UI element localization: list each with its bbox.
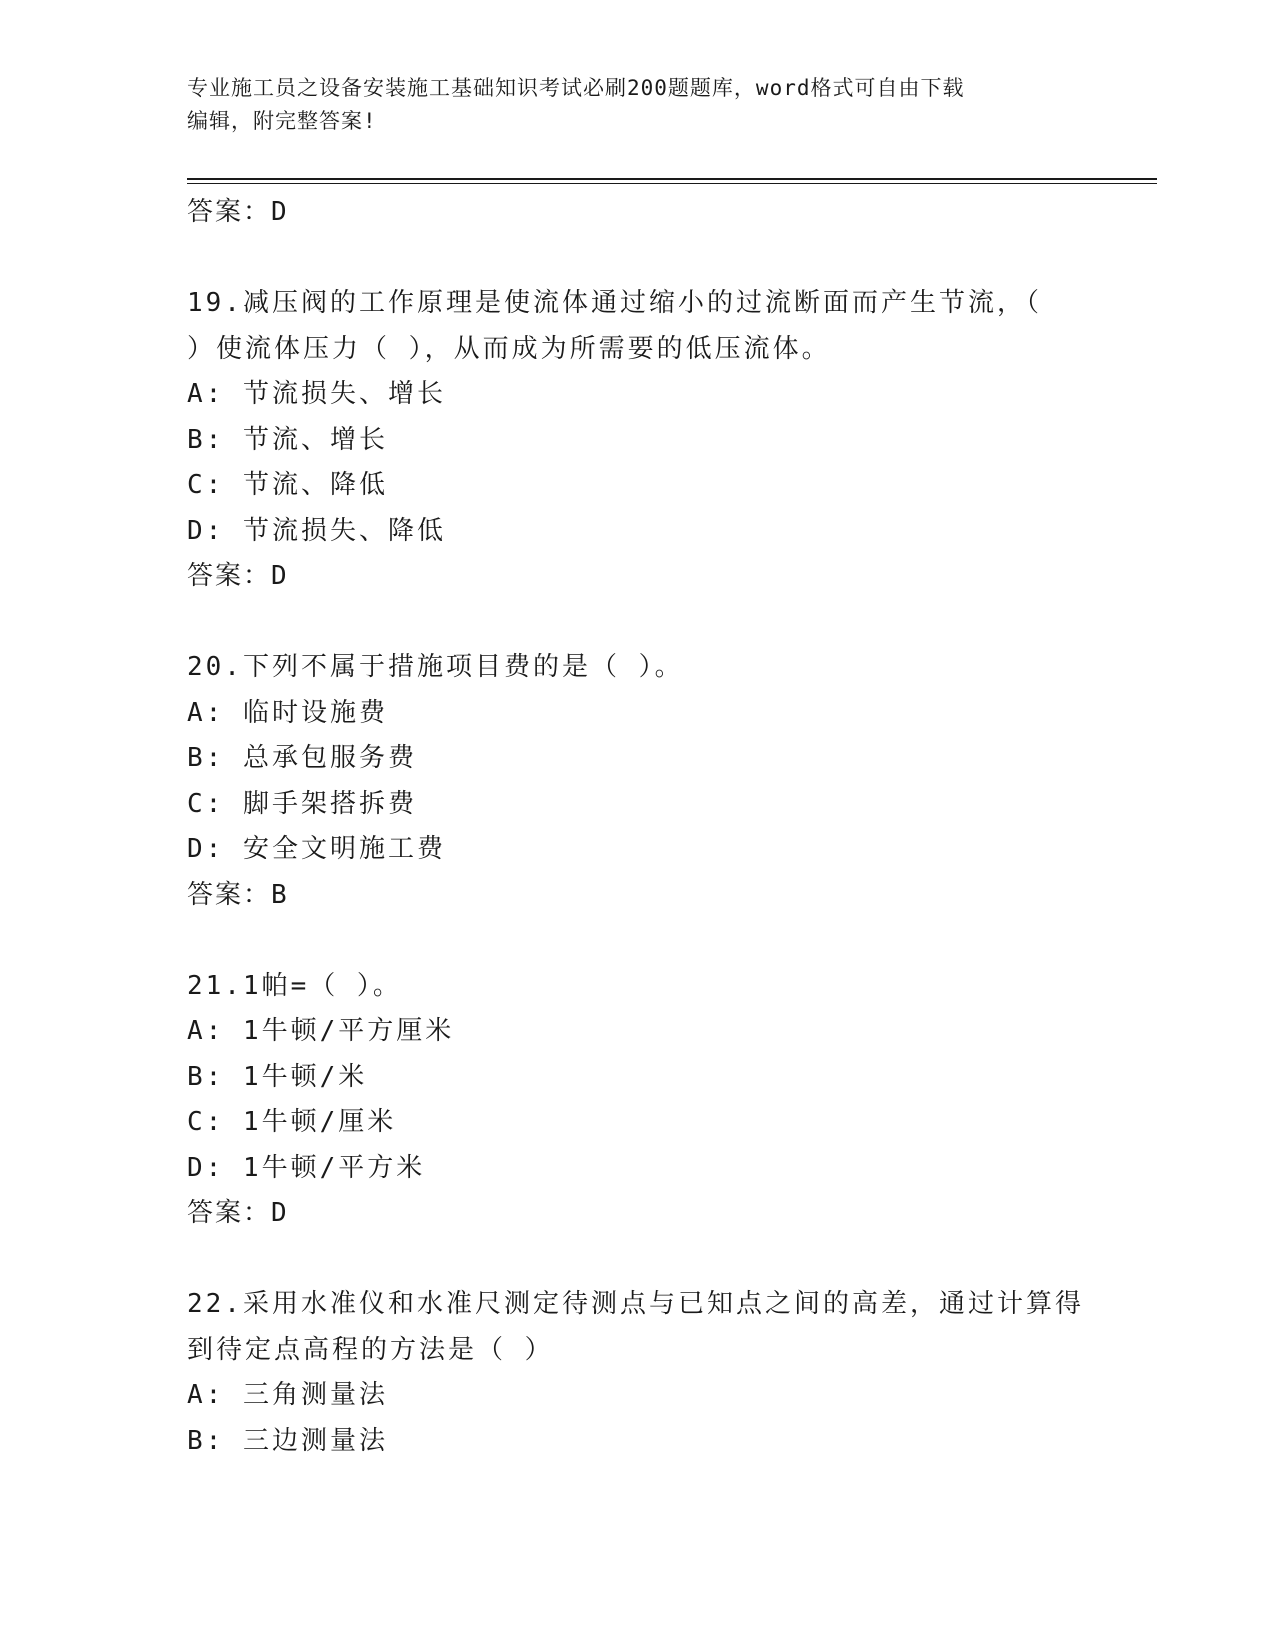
question-21-stem-line-1: 21.1帕=（ ）。 xyxy=(187,970,402,1001)
spacer xyxy=(187,600,1087,646)
question-22-stem-line-2: 到待定点高程的方法是（ ） xyxy=(187,1334,554,1365)
document-body xyxy=(187,190,1087,1464)
question-20-option-a: A: 临时设施费 xyxy=(187,697,388,728)
question-22-option-b: B: 三边测量法 xyxy=(187,1425,388,1456)
question-22-option-a: A: 三角测量法 xyxy=(187,1380,388,1410)
document-header xyxy=(187,72,1067,138)
question-19 xyxy=(187,281,1087,600)
question-21-option-a: A: 1牛顿/平方厘米 xyxy=(187,1016,455,1046)
question-20-stem-line-1: 20.下列不属于措施项目费的是（ ）。 xyxy=(187,652,684,682)
answer-q21: 答案：D xyxy=(187,1198,289,1228)
spacer xyxy=(187,918,1087,964)
header-divider-thin xyxy=(187,183,1157,184)
spacer xyxy=(187,1237,1087,1283)
question-21-option-c: C: 1牛顿/厘米 xyxy=(187,1107,397,1137)
question-22 xyxy=(187,1282,1087,1464)
spacer xyxy=(187,236,1087,282)
header-divider-thick xyxy=(187,178,1157,180)
question-20-option-d: D: 安全文明施工费 xyxy=(187,834,446,864)
question-20 xyxy=(187,645,1087,918)
question-19-stem-line-1: 19.减压阀的工作原理是使流体通过缩小的过流断面而产生节流，（ xyxy=(187,288,1042,318)
question-19-option-d: D: 节流损失、降低 xyxy=(187,515,446,546)
question-20-option-b: B: 总承包服务费 xyxy=(187,743,417,773)
question-21 xyxy=(187,964,1087,1237)
question-19-option-c: C: 节流、降低 xyxy=(187,470,388,500)
question-21-option-b: B: 1牛顿/米 xyxy=(187,1061,368,1092)
header-title-line-2: 编辑，附完整答案! xyxy=(187,109,377,133)
answer-q18: 答案：D xyxy=(187,197,289,227)
question-21-option-d: D: 1牛顿/平方米 xyxy=(187,1152,426,1183)
answer-q20: 答案：B xyxy=(187,879,289,910)
header-title-line-1: 专业施工员之设备安装施工基础知识考试必刷200题题库，word格式可自由下载 xyxy=(187,76,965,100)
question-20-option-c: C: 脚手架搭拆费 xyxy=(187,788,417,819)
question-19-stem-line-2: ）使流体压力（ ），从而成为所需要的低压流体。 xyxy=(187,333,831,364)
question-19-option-b: B: 节流、增长 xyxy=(187,424,388,455)
answer-q19: 答案：D xyxy=(187,561,289,591)
question-19-option-a: A: 节流损失、增长 xyxy=(187,379,446,409)
question-22-stem-line-1: 22.采用水准仪和水准尺测定待测点与已知点之间的高差，通过计算得 xyxy=(187,1289,1084,1319)
